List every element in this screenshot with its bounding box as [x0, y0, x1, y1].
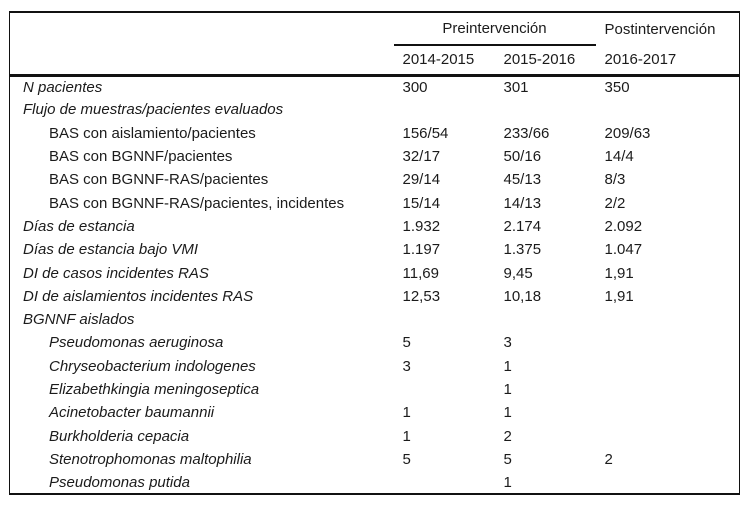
cell-value: 233/66 — [503, 124, 550, 142]
table-row — [10, 378, 740, 401]
cell-value: 3 — [503, 334, 512, 352]
row-label: Chryseobacterium indologenes — [49, 357, 256, 375]
cell-value — [394, 471, 495, 494]
row-label: BGNNF aislados — [23, 311, 135, 329]
col-header-2014-2015: 2014-2015 — [394, 45, 495, 75]
cell-value: 45/13 — [503, 171, 542, 189]
table-row — [10, 75, 740, 98]
row-label: BAS con BGNNF-RAS/pacientes — [49, 171, 269, 189]
cell-value: 156/54 — [402, 124, 449, 142]
table-row — [10, 215, 740, 238]
cell-value: 8/3 — [604, 171, 626, 189]
table-row — [10, 238, 740, 261]
row-label: DI de aislamientos incidentes RAS — [23, 287, 254, 305]
cell-value: 2 — [604, 450, 613, 468]
row-label: DI de casos incidentes RAS — [23, 264, 209, 282]
column-group-preintervencion: Preintervención — [394, 12, 596, 45]
cell-value: 50/16 — [503, 148, 542, 166]
empty-corner-cell — [10, 12, 394, 45]
cell-value: 10,18 — [503, 287, 542, 305]
row-label: Elizabethkingia meningoseptica — [49, 381, 260, 398]
table-row — [10, 308, 740, 331]
cell-value — [596, 378, 740, 401]
table-row — [10, 401, 740, 424]
cell-value: 9,45 — [503, 264, 533, 282]
row-label: N pacientes — [23, 78, 103, 96]
row-label: Flujo de muestras/pacientes evaluados — [23, 101, 284, 119]
cell-value: 1 — [402, 427, 411, 445]
row-label: Burkholderia cepacia — [49, 427, 190, 445]
row-label: Acinetobacter baumannii — [49, 404, 215, 422]
cell-value: 301 — [503, 78, 529, 96]
table-row — [10, 424, 740, 447]
cell-value — [394, 378, 495, 401]
cell-value: 11,69 — [402, 264, 439, 282]
cell-value: 2.092 — [604, 217, 643, 235]
cell-value — [596, 471, 740, 494]
col-header-2016-2017: 2016-2017 — [596, 45, 740, 75]
cell-value: 1 — [503, 404, 512, 422]
cell-value: 5 — [402, 334, 411, 352]
column-group-postintervencion: Postintervención — [604, 20, 716, 38]
empty-corner-cell — [10, 45, 394, 75]
table-row — [10, 448, 740, 471]
cell-value: 209/63 — [604, 124, 651, 142]
table-row — [10, 145, 740, 168]
cell-value: 15/14 — [402, 194, 441, 212]
row-label: Días de estancia bajo VMI — [23, 241, 199, 259]
results-table — [9, 11, 740, 495]
cell-value: 1.932 — [402, 217, 441, 235]
cell-value: 3 — [402, 357, 411, 375]
table-row — [10, 355, 740, 378]
cell-value — [495, 308, 596, 331]
table-header — [10, 12, 740, 75]
cell-value: 300 — [402, 78, 428, 96]
cell-value — [394, 98, 495, 121]
table-row — [10, 471, 740, 494]
table-row — [10, 98, 740, 121]
cell-value: 1,91 — [604, 287, 634, 305]
cell-value: 32/17 — [402, 148, 441, 166]
table-row — [10, 331, 740, 354]
row-label: Pseudomonas putida — [49, 473, 190, 491]
year-header-row — [10, 45, 740, 75]
row-label: BAS con BGNNF/pacientes — [49, 148, 233, 166]
cell-value — [495, 98, 596, 121]
cell-value: 14/13 — [503, 194, 542, 212]
table-row — [10, 191, 740, 214]
cell-value: 1.047 — [604, 241, 643, 259]
cell-value — [596, 401, 740, 424]
cell-value: 2 — [503, 427, 512, 445]
column-group-row — [10, 12, 740, 45]
cell-value: 1.375 — [503, 241, 542, 259]
cell-value — [394, 308, 495, 331]
table-row — [10, 168, 740, 191]
table-row — [10, 122, 740, 145]
table-body — [10, 75, 740, 494]
cell-value: 12,53 — [402, 287, 441, 305]
cell-value — [596, 98, 740, 121]
cell-value: 2.174 — [503, 217, 542, 235]
cell-value: 5 — [402, 450, 411, 468]
cell-value: 1 — [402, 404, 411, 422]
cell-value — [596, 331, 740, 354]
cell-value: 1,91 — [604, 264, 634, 282]
table-row — [10, 261, 740, 284]
row-label: BAS con BGNNF-RAS/pacientes, incidentes — [49, 194, 345, 212]
cell-value: 1.197 — [402, 241, 441, 259]
cell-value: 1 — [503, 357, 512, 375]
cell-value — [596, 355, 740, 378]
cell-value: 5 — [503, 450, 512, 468]
row-label: Stenotrophomonas maltophilia — [49, 450, 252, 468]
cell-value — [596, 424, 740, 447]
row-label: BAS con aislamiento/pacientes — [49, 124, 256, 142]
cell-value: 1 — [503, 381, 512, 398]
cell-value: 350 — [604, 78, 630, 96]
cell-value: 29/14 — [402, 171, 441, 189]
row-label: Días de estancia — [23, 217, 135, 235]
table-row — [10, 285, 740, 308]
cell-value: 2/2 — [604, 194, 626, 212]
cell-value: 14/4 — [604, 148, 634, 166]
cell-value: 1 — [503, 473, 512, 491]
row-label: Pseudomonas aeruginosa — [49, 334, 224, 352]
cell-value — [596, 308, 740, 331]
col-header-2015-2016: 2015-2016 — [495, 45, 596, 75]
